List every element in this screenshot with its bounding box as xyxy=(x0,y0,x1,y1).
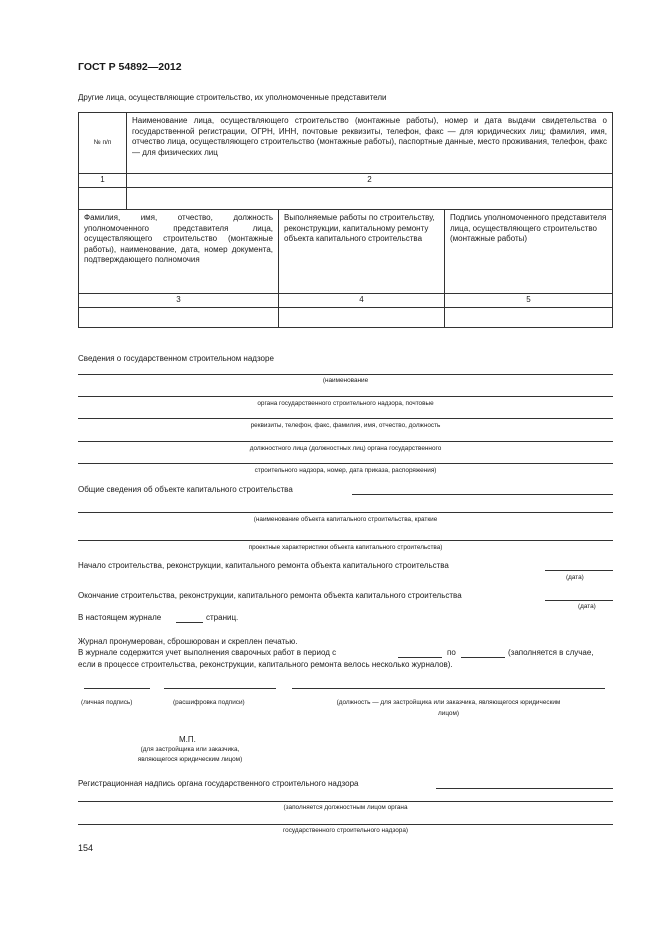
end-date-caption: (дата) xyxy=(578,603,596,610)
position-caption-2: лицом) xyxy=(438,710,459,717)
table-representatives xyxy=(78,209,613,328)
nadzor-caption-3: реквизиты, телефон, факс, фамилия, имя, отчество, должность xyxy=(250,422,441,429)
position-caption-1: (должность — для застройщика или заказчика, являющегося юридическим xyxy=(336,699,561,706)
object-caption-1: (наименование объекта капитального строительства, краткие xyxy=(253,516,438,523)
stamp-mp: М.П. xyxy=(179,735,196,744)
registration-label: Регистрационная надпись органа государственного строительного надзора xyxy=(78,779,359,788)
signature-decode-caption: (расшифровка подписи) xyxy=(173,699,245,706)
nadzor-caption-2: органа государственного строительного надзора, почтовые xyxy=(257,400,434,407)
signature-caption: (личная подпись) xyxy=(81,699,133,706)
table-cell-empty[interactable] xyxy=(79,308,279,328)
registration-line-inline[interactable] xyxy=(436,788,613,789)
registration-caption-2: государственного строительного надзора) xyxy=(282,827,408,834)
journal-date-from-line[interactable] xyxy=(398,657,442,658)
stamp-caption-2: являющегося юридическим лицом) xyxy=(137,756,243,763)
pages-count-line[interactable] xyxy=(176,622,203,623)
col-header-signature: Подпись уполномоченного представителя лица, осуществляющего строительство (монтажные работы) xyxy=(445,210,613,294)
col-number-1: 1 xyxy=(79,174,127,188)
journal-line-3: если в процессе строительства, реконструкции, капитального ремонта велось несколько журналов). xyxy=(78,660,453,669)
object-caption-2: проектные характеристики объекта капитального строительства) xyxy=(248,544,443,551)
journal-line-2c: (заполняется в случае, xyxy=(508,648,594,657)
nadzor-line-5[interactable] xyxy=(78,463,613,464)
journal-line-2b: по xyxy=(447,648,456,657)
object-line-1[interactable] xyxy=(78,512,613,513)
journal-line-2a: В журнале содержится учет выполнения сварочных работ в период с xyxy=(78,648,337,657)
table-cell-empty[interactable] xyxy=(445,308,613,328)
position-line[interactable] xyxy=(292,688,605,689)
pages-suffix: страниц. xyxy=(206,613,239,622)
table-cell-empty[interactable] xyxy=(79,187,127,209)
col-number-2: 2 xyxy=(127,174,613,188)
start-date-caption: (дата) xyxy=(566,574,584,581)
nadzor-caption-5: строительного надзора, номер, дата приказа, распоряжения) xyxy=(254,467,437,474)
object-line-2[interactable] xyxy=(78,540,613,541)
table-cell-empty[interactable] xyxy=(279,308,445,328)
col-header-representative: Фамилия, имя, отчество, должность уполномоченного представителя лица, осуществляющего строительство (монтажные работы), наименование, дата, номер документа, подтверждающего полномочия xyxy=(79,210,279,294)
stamp-caption-1: (для застройщика или заказчика, xyxy=(140,746,240,753)
signature-line[interactable] xyxy=(84,688,150,689)
col-header-number: № п/п xyxy=(79,113,127,174)
col-number-4: 4 xyxy=(279,294,445,308)
nadzor-line-3[interactable] xyxy=(78,418,613,419)
journal-date-to-line[interactable] xyxy=(461,657,505,658)
section-title-other-persons: Другие лица, осуществляющие строительство, их уполномоченные представители xyxy=(78,93,387,102)
table-persons xyxy=(78,112,613,210)
col-number-3: 3 xyxy=(79,294,279,308)
signature-decode-line[interactable] xyxy=(164,688,276,689)
nadzor-line-2[interactable] xyxy=(78,396,613,397)
col-header-works: Выполняемые работы по строительству, реконструкции, капитальному ремонту объекта капитального строительства xyxy=(279,210,445,294)
nadzor-caption-4: должностного лица (должностных лиц) органа государственного xyxy=(249,445,442,452)
object-label: Общие сведения об объекте капитального строительства xyxy=(78,485,293,494)
registration-line-2[interactable] xyxy=(78,824,613,825)
start-label: Начало строительства, реконструкции, капитального ремонта объекта капитального строительства xyxy=(78,561,449,570)
nadzor-line-4[interactable] xyxy=(78,441,613,442)
registration-line-1[interactable] xyxy=(78,801,613,802)
pages-prefix: В настоящем журнале xyxy=(78,613,162,622)
end-date-line[interactable] xyxy=(545,600,613,601)
document-header: ГОСТ Р 54892—2012 xyxy=(78,61,182,73)
nadzor-line-1[interactable] xyxy=(78,374,613,375)
journal-line-1: Журнал пронумерован, сброшюрован и скреплен печатью. xyxy=(78,637,298,646)
page-number: 154 xyxy=(78,843,94,853)
col-number-5: 5 xyxy=(445,294,613,308)
registration-caption-1: (заполняется должностным лицом органа xyxy=(283,804,408,811)
nadzor-title: Сведения о государственном строительном надзоре xyxy=(78,354,274,363)
col-header-name: Наименование лица, осуществляющего строительство (монтажные работы), номер и дата выдачи свидетельства о государственной регистрации, ОГРН, ИНН, почтовые реквизиты, телефон, факс — для юридических лиц; фамилия, имя, отчество лица, осуществляющего строительство (монтажные работы), паспортные данные, место проживания, телефон, факс — для физических лиц xyxy=(127,113,613,174)
start-date-line[interactable] xyxy=(545,570,613,571)
table-cell-empty[interactable] xyxy=(127,187,613,209)
end-label: Окончание строительства, реконструкции, капитального ремонта объекта капитального строительства xyxy=(78,591,462,600)
nadzor-caption-1: (наименование xyxy=(322,377,369,384)
object-line-inline[interactable] xyxy=(352,494,613,495)
